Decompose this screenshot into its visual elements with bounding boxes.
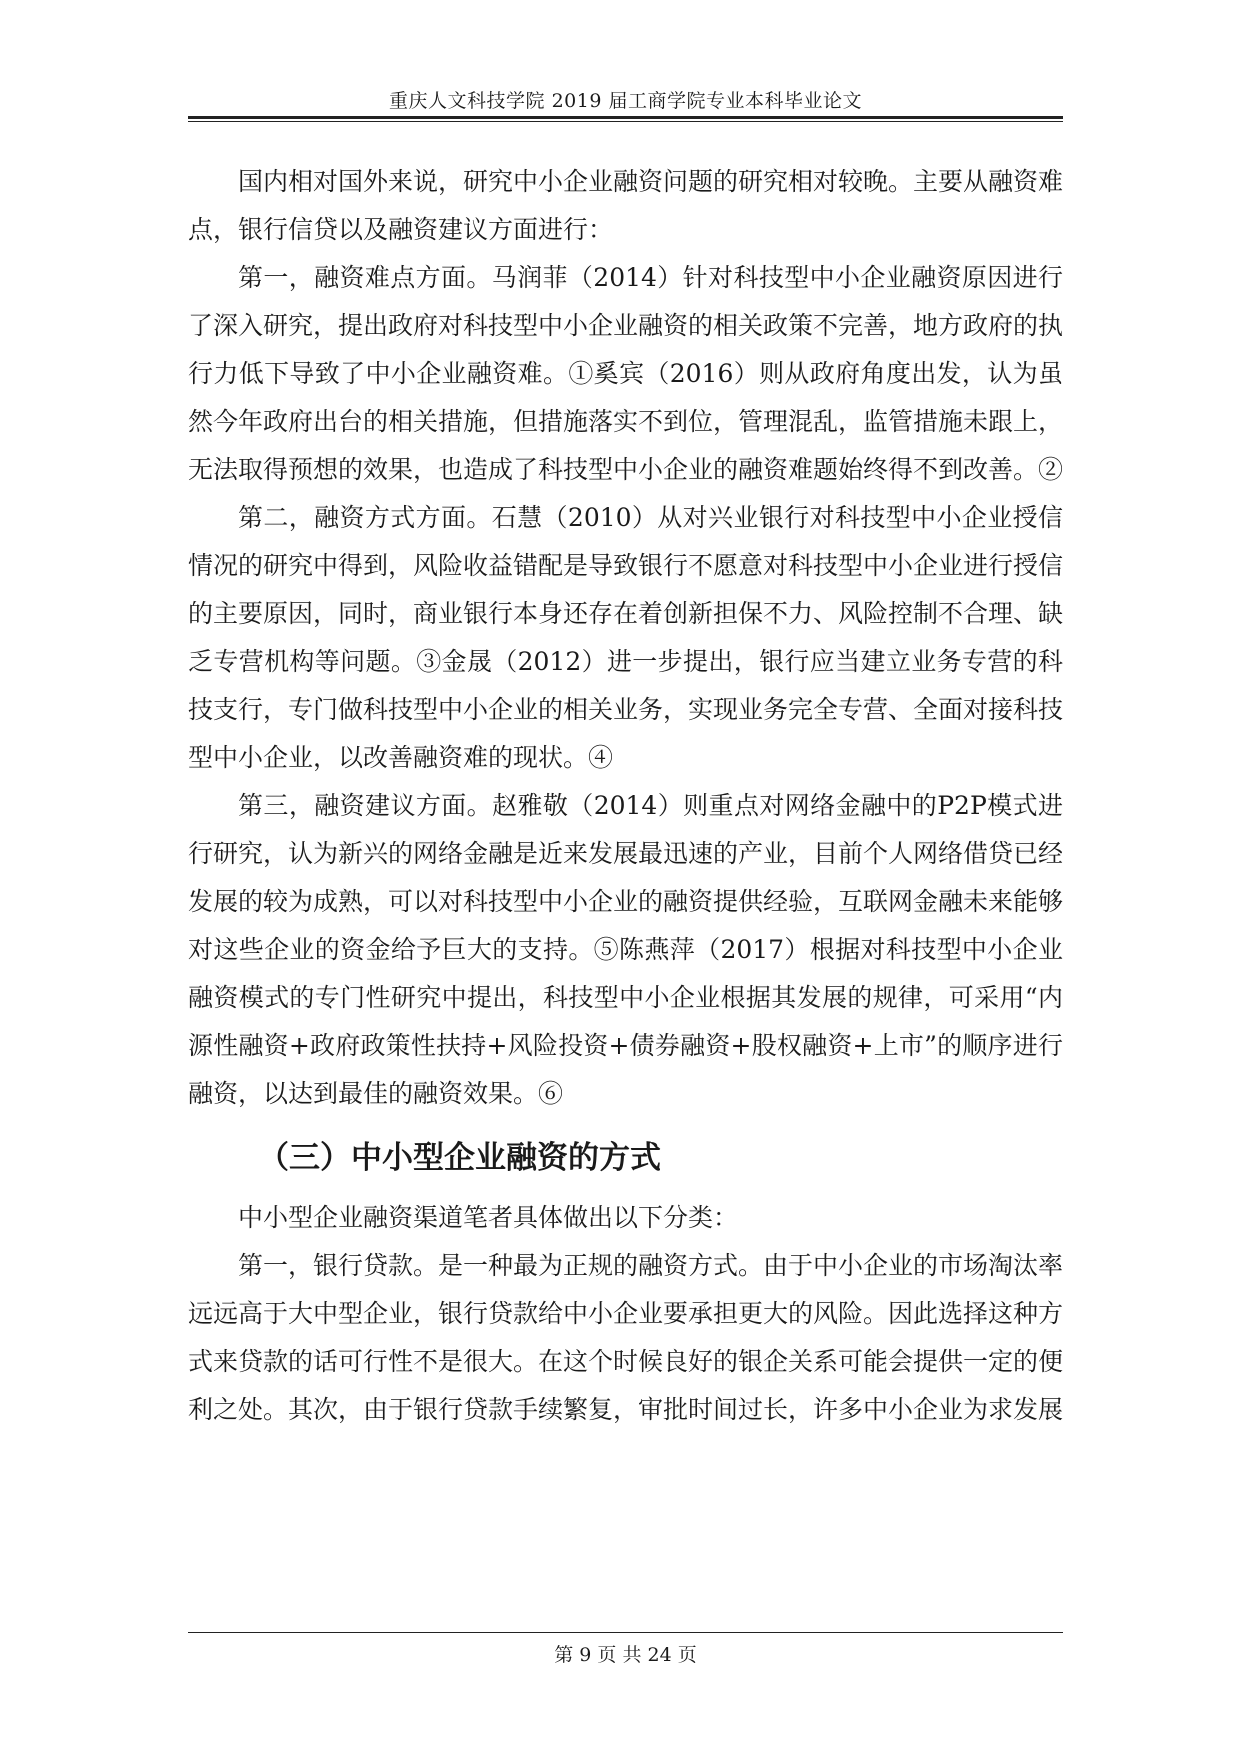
paragraph-financing-methods: 第二，融资方式方面。石慧（2010）从对兴业银行对科技型中小企业授信情况的研究中得到，风险收益错配是导致银行不愿意对科技型中小企业进行授信的主要原因，同时，商业银行本身还存在着创新担保不力、风险控制不合理、缺乏专营机构等问题。③金晟（2012）进一步提出，银行应当建立业务专营的科技支行，专门做科技型中小企业的相关业务，实现业务完全专营、全面对接科技型中小企业，以改善融资难的现状。④ [188,503,1064,772]
header-rule [188,116,1063,119]
paragraph-financing-difficulty: 第一，融资难点方面。马润菲（2014）针对科技型中小企业融资原因进行了深入研究，提出政府对科技型中小企业融资的相关政策不完善，地方政府的执行力低下导致了中小企业融资难。①奚宾（2016）则从政府角度出发，认为虽然今年政府出台的相关措施，但措施落实不到位，管理混乱，监管措施未跟上，无法取得预想的效果，也造成了科技型中小企业的融资难题始终得不到改善。② [188,263,1064,484]
section-heading: （三）中小型企业融资的方式 [258,1140,661,1176]
header-rule-thin [188,121,1063,122]
paragraph-bank-loans: 第一，银行贷款。是一种最为正规的融资方式。由于中小企业的市场淘汰率远远高于大中型企业，银行贷款给中小企业要承担更大的风险。因此选择这种方式来贷款的话可行性不是很大。在这个时候良好的银企关系可能会提供一定的便利之处。其次，由于银行贷款手续繁复，审批时间过长，许多中小企业为求发展 [188,1251,1064,1424]
page-body [188,158,1063,1434]
running-header: 重庆人文科技学院 2019 届工商学院专业本科毕业论文 [389,90,862,112]
footer-rule [188,1632,1063,1633]
page-number: 第 9 页 共 24 页 [554,1644,697,1666]
paragraph-intro: 国内相对国外来说，研究中小企业融资问题的研究相对较晚。主要从融资难点，银行信贷以及融资建议方面进行： [188,167,1064,244]
paragraph-classification: 中小型企业融资渠道笔者具体做出以下分类： [238,1203,739,1232]
paragraph-financing-suggestions: 第三，融资建议方面。赵雅敬（2014）则重点对网络金融中的P2P模式进行研究，认为新兴的网络金融是近来发展最迅速的产业，目前个人网络借贷已经发展的较为成熟，可以对科技型中小企业的融资提供经验，互联网金融未来能够对这些企业的资金给予巨大的支持。⑤陈燕萍（2017）根据对科技型中小企业融资模式的专门性研究中提出，科技型中小企业根据其发展的规律，可采用“内源性融资+政府政策性扶持+风险投资+债券融资+股权融资+上市”的顺序进行融资，以达到最佳的融资效果。⑥ [188,791,1064,1108]
